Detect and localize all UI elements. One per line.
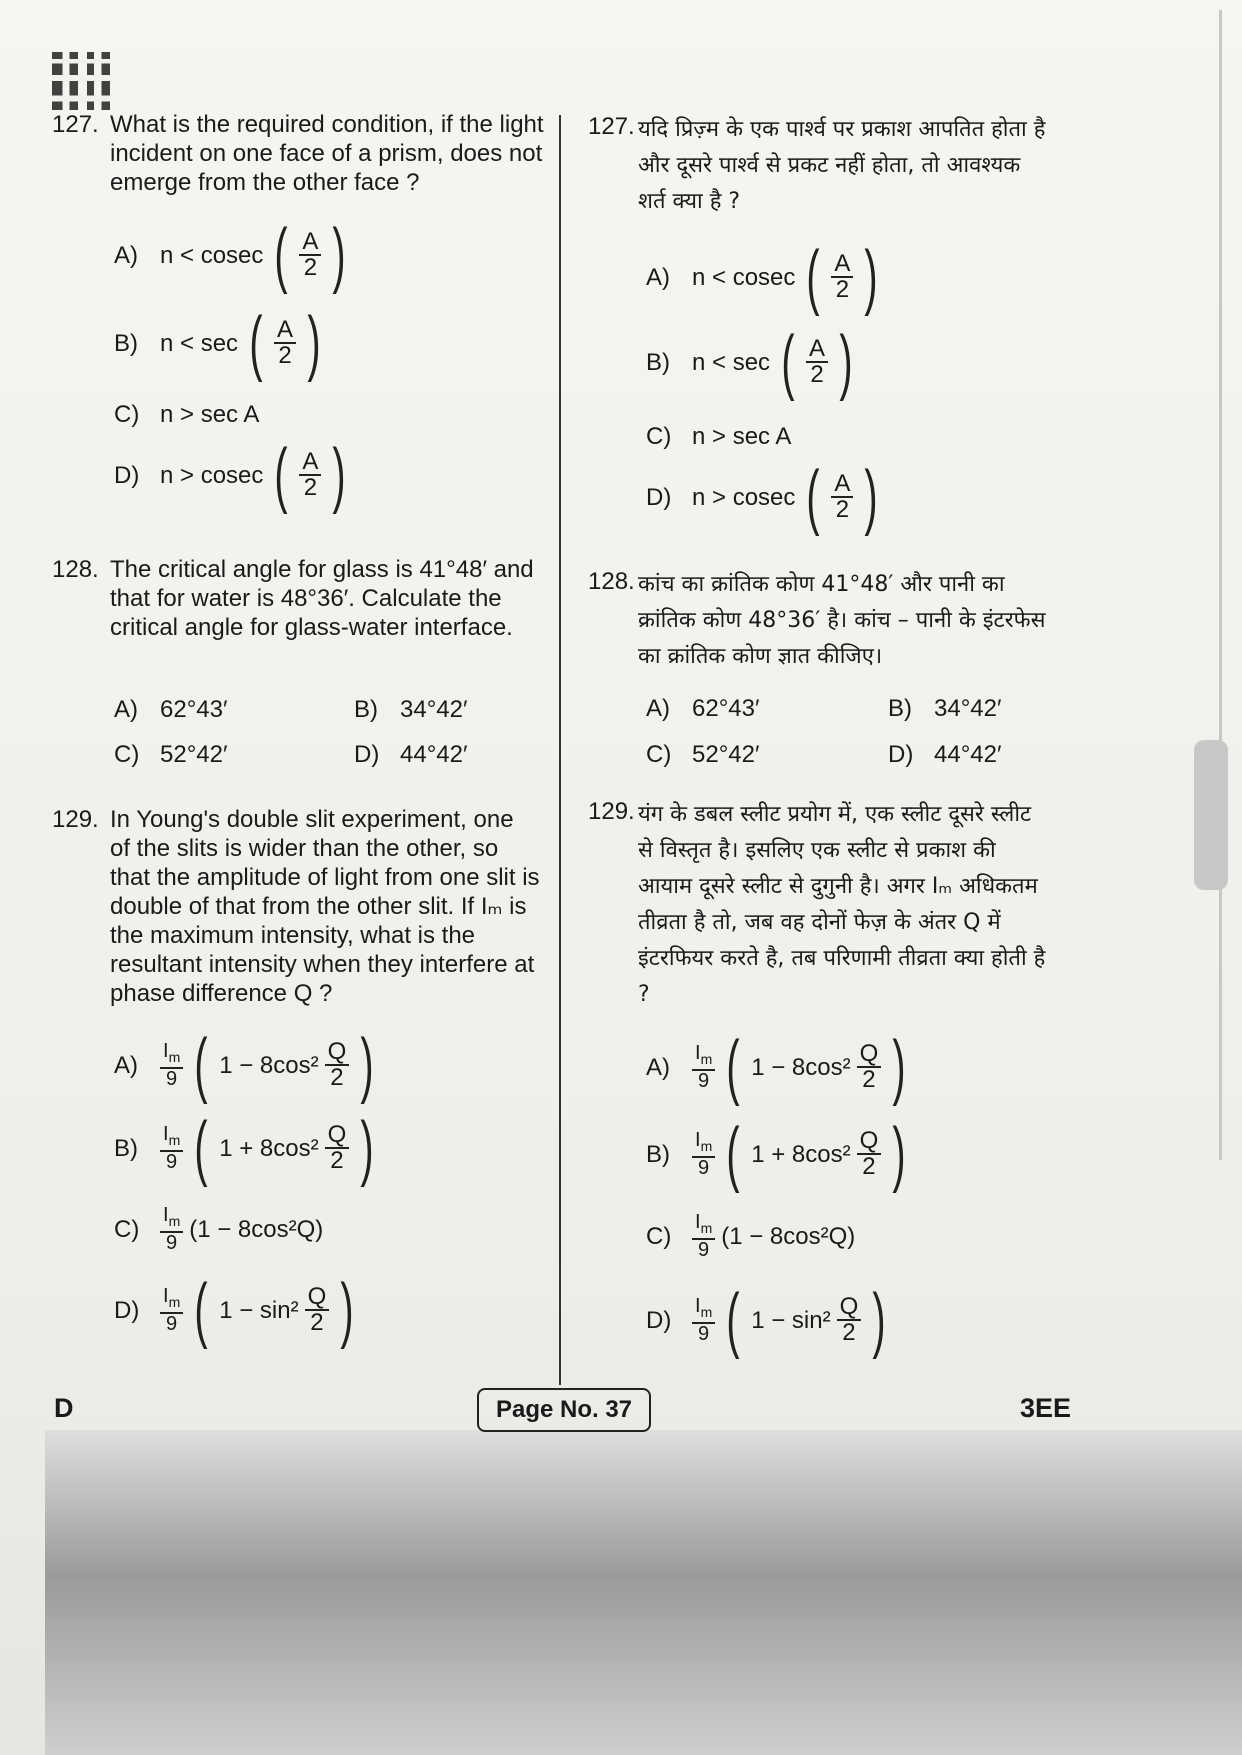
option-c[interactable]: C) $\frac{I_m}{9}$ (1 − 8cos²Q): [114, 1204, 324, 1254]
question-number: 129.: [588, 798, 635, 825]
question-number: 129.: [52, 806, 99, 833]
hindi-column: [588, 112, 1058, 1392]
option-c[interactable]: C) 52°42′: [114, 741, 228, 768]
option-d[interactable]: D) 44°42′: [888, 741, 1002, 768]
scan-shadow: [45, 1430, 1242, 1755]
english-column: [52, 110, 552, 1390]
question-text: What is the required condition, if the light incident on one face of a prism, does not emerge from the other face ?: [110, 111, 544, 196]
option-a[interactable]: A) $\frac{I_m}{9}$ ( 1 − 8cos² $\frac{Q}{2}$ ): [114, 1025, 374, 1105]
question-number: 128.: [52, 556, 99, 583]
option-d[interactable]: D) $\frac{I_m}{9}$ ( 1 − sin² $\frac{Q}{2}$ ): [646, 1280, 886, 1360]
column-divider: [559, 115, 561, 1385]
option-a[interactable]: A) $\frac{I_m}{9}$ ( 1 − 8cos² $\frac{Q}{2}$ ): [646, 1027, 906, 1107]
page-edge: [1219, 10, 1222, 1160]
question-text: यंग के डबल स्लीट प्रयोग में, एक स्लीट दूसरे स्लीट से विस्तृत है। इसलिए एक स्लीट से प्रकाश की आयाम दूसरे स्लीट से दुगुनी है। अगर Iₘ अधिकतम तीव्रता है तो, जब वह दोनों फेज़ के अंतर Q में इंटरफियर करते है, तब परिणामी तीव्रता क्या होती है ?: [638, 802, 1046, 1007]
question-text: The critical angle for glass is 41°48′ and that for water is 48°36′. Calculate the critical angle for glass-water interface.: [110, 556, 534, 641]
question-text: कांच का क्रांतिक कोण 41°48′ और पानी का क्रांतिक कोण 48°36′ है। कांच – पानी के इंटरफेस का क्रांतिक कोण ज्ञात कीजिए।: [638, 572, 1046, 669]
option-c[interactable]: C) n > sec A: [646, 423, 792, 450]
option-b[interactable]: B) 34°42′: [888, 695, 1002, 722]
question-text: In Young's double slit experiment, one of the slits is wider than the other, so that the amplitude of light from one slit is double of that from the other slit. If Iₘ is the maximum intensity, what is the resultant intensity when they interfere at phase difference Q ?: [110, 806, 540, 1007]
option-a[interactable]: A) n < cosec ( $\frac{A}{2}$ ): [646, 237, 878, 317]
option-d[interactable]: D) n > cosec ( $\frac{A}{2}$ ): [114, 435, 346, 515]
option-c[interactable]: C) 52°42′: [646, 741, 760, 768]
qr-code-icon: [52, 52, 110, 110]
option-a[interactable]: A) n < cosec ( $\frac{A}{2}$ ): [114, 215, 346, 295]
option-b[interactable]: B) n < sec ( $\frac{A}{2}$ ): [114, 303, 321, 383]
option-d[interactable]: D) $\frac{I_m}{9}$ ( 1 − sin² $\frac{Q}{2}$ ): [114, 1270, 354, 1350]
paper-code: 3EE: [1020, 1393, 1072, 1423]
page-number: Page No. 37: [477, 1388, 651, 1432]
option-d[interactable]: D) n > cosec ( $\frac{A}{2}$ ): [646, 457, 878, 537]
option-d[interactable]: D) 44°42′: [354, 741, 468, 768]
option-a[interactable]: A) 62°43′: [114, 696, 228, 723]
option-b[interactable]: B) n < sec ( $\frac{A}{2}$ ): [646, 322, 853, 402]
question-number: 127.: [588, 113, 635, 140]
question-text: यदि प्रिज़्म के एक पार्श्व पर प्रकाश आपतित होता है और दूसरे पार्श्व से प्रकट नहीं होता, तो आवश्यक शर्त क्या है ?: [638, 117, 1046, 214]
option-a[interactable]: A) 62°43′: [646, 695, 760, 722]
option-b[interactable]: B) $\frac{I_m}{9}$ ( 1 + 8cos² $\frac{Q}{2}$ ): [646, 1114, 906, 1194]
option-c[interactable]: C) $\frac{I_m}{9}$ (1 − 8cos²Q): [646, 1211, 856, 1261]
binder-clip: [1194, 740, 1228, 890]
option-c[interactable]: C) n > sec A: [114, 401, 260, 428]
question-number: 127.: [52, 111, 99, 138]
booklet-series: D: [54, 1393, 74, 1423]
option-b[interactable]: B) 34°42′: [354, 696, 468, 723]
option-b[interactable]: B) $\frac{I_m}{9}$ ( 1 + 8cos² $\frac{Q}{2}$ ): [114, 1108, 374, 1188]
question-number: 128.: [588, 568, 635, 595]
